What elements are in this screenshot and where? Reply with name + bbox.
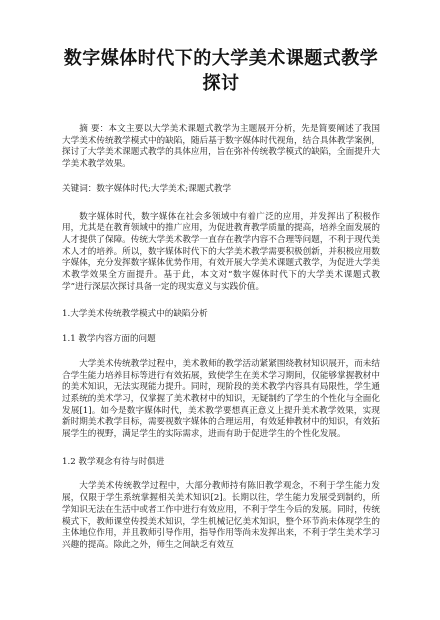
keywords-line xyxy=(62,184,380,196)
section-1-heading: 1.大学美术传统教学模式中的缺陷分析 xyxy=(62,309,208,320)
keywords-text: 数字媒体时代;大学美术;课题式教学 xyxy=(96,183,232,194)
section-1-2-paragraph: 大学美术传统教学过程中，大部分教师持有陈旧教学观念，不利于学生能力发展，仅限于学生系统掌握相关美术知识[2]。长期以往，学生能力发展受到制约，所学知识无法在生活中或者工作中进行有效应用，不利于学生今后的发展。同时，传统模式下，教师课堂传授美术知识，学生机械记忆美术知识，整个环节尚未体现学生的主体地位作用，并且教师引导作用，指导作用等尚未发挥出来，不利于学生美术学习兴趣的提高。除此之外，师生之间缺乏有效互 xyxy=(62,481,380,550)
abstract-label: 摘 要： xyxy=(79,124,109,134)
intro-paragraph: 数字媒体时代，数字媒体在社会多领域中有着广泛的应用，并发挥出了积极作用，尤其是在教育领域中的推广应用，为促进教育教学质量的提高，培养全面发展的人才提供了保障。传统大学美术教学一直存在教学内容不合理等问题，不利于现代美术人才的培养。所以，数字媒体时代下的大学美术教学需要积极创新，并积极应用数字媒体，充分发挥数字媒体优势作用，有效开展大学美术课题式教学，为促进大学美术教学效果全方面提升。基于此，本文对“数字媒体时代下的大学美术课题式教学”进行深层次探讨具备一定的现实意义与实践价值。 xyxy=(62,211,380,292)
section-1-1-paragraph: 大学美术传统教学过程中，美术教师的教学活动紧紧围绕教材知识展开，而未结合学生能力培养目标等进行有效拓展，致使学生在美术学习期间，仅能够掌握教材中的美术知识，无法实现能力提升。同时，现阶段的美术教学内容具有局限性，学生通过系统的美术学习，仅掌握了美术教材中的知识，无疑制约了学生的个性化与全面化发展[1]。如今是数字媒体时代，美术教学要想真正意义上提升美术教学效果，实现新时期美术教学目标，需要视数字媒体的合理运用，有效延伸教材中的知识，有效拓展学生的视野，满足学生的实际需求，进而有助于促进学生的个性化发展。 xyxy=(62,358,380,440)
section-1-1-heading: 1.1 教学内容方面的问题 xyxy=(62,334,156,345)
abstract-paragraph xyxy=(62,124,380,171)
abstract-text: 本文主要以大学美术课题式教学为主题展开分析，先是简要阐述了我国大学美术传统教学模式中的缺陷，随后基于数字媒体时代视角，结合具体教学案例，探讨了大学美术课题式教学的具体应用，旨在弥补传统教学模式的缺陷，全面提升大学美术教学效果。 xyxy=(62,124,380,170)
paper-title-line-1: 数字媒体时代下的大学美术课题式教学 xyxy=(63,48,379,69)
keywords-label: 关键词： xyxy=(62,183,97,194)
paper-title xyxy=(62,46,380,96)
paper-title-line-2: 探讨 xyxy=(202,73,240,94)
section-1-2-heading: 1.2 教学观念有待与时俱进 xyxy=(62,456,165,467)
